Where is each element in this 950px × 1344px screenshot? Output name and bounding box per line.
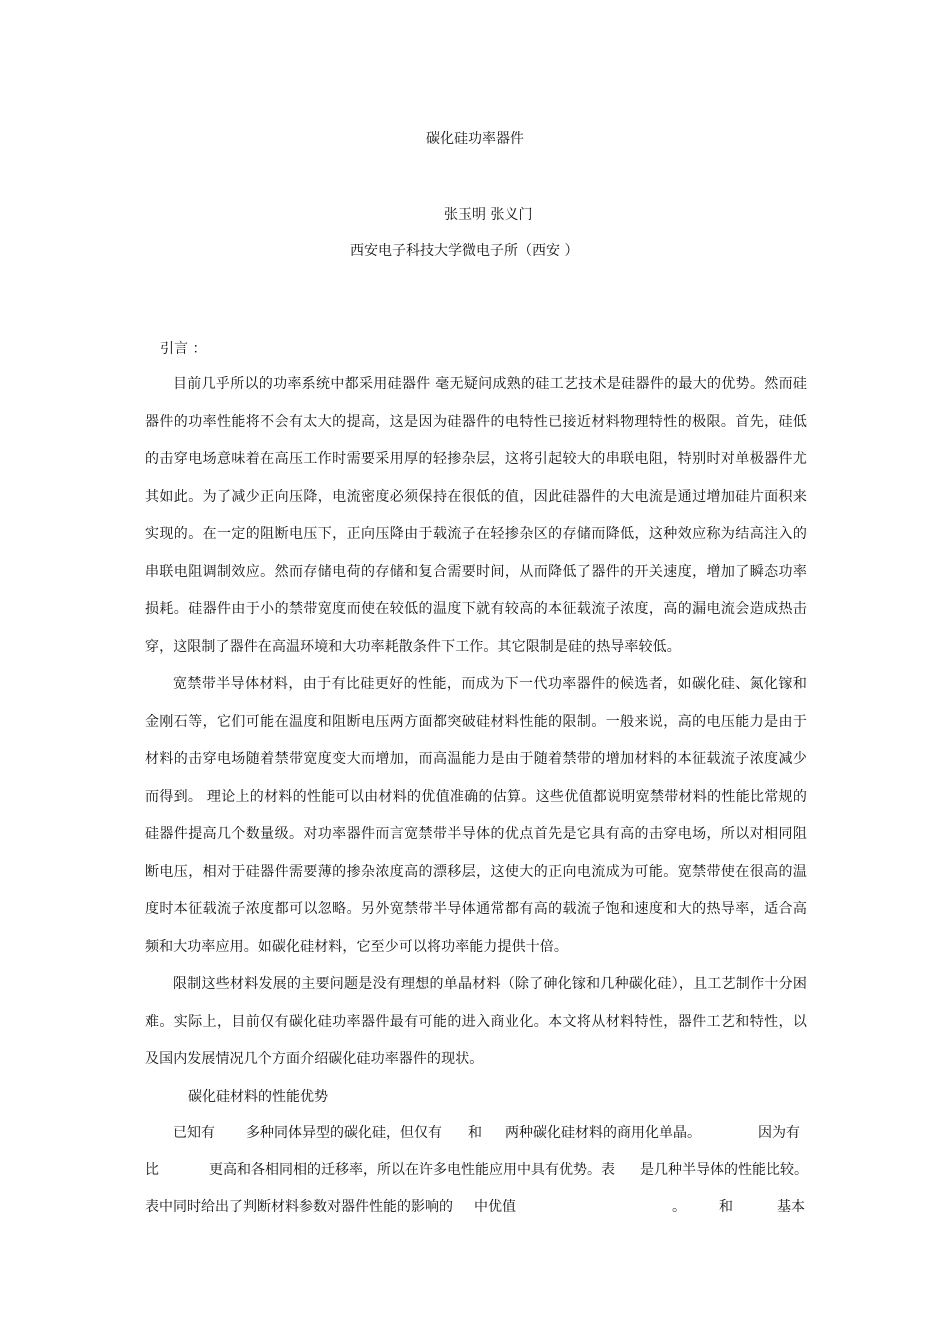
page-title: 碳化硅功率器件 bbox=[426, 131, 524, 147]
section-heading: 碳化硅材料的性能优势 bbox=[188, 1089, 328, 1105]
text-fragment: 比 bbox=[145, 1162, 159, 1178]
authors: 张玉明 张义门 bbox=[444, 207, 533, 223]
affiliation: 西安电子科技大学微电子所（西安 ） bbox=[350, 243, 579, 259]
text-fragment: 是几种半导体的性能比较。 bbox=[640, 1162, 808, 1178]
text-fragment: 表中同时给出了判断材料参数对器件性能的影响的 bbox=[145, 1199, 453, 1215]
text-fragment: 多种同体异型的碳化硅，但仅有 bbox=[246, 1125, 442, 1141]
text-fragment: 和 bbox=[719, 1199, 733, 1215]
text-fragment: 因为有 bbox=[758, 1125, 800, 1141]
paragraph-3: 限制这些材料发展的主要问题是没有理想的单晶材料（除了砷化镓和几种碳化硅），且工艺制作十分困难。实际上，目前仅有碳化硅功率器件最有可能的进入商业化。本文将从材料特性，器件工艺和特性，以及国内发展情况几个方面介绍碳化硅功率器件的现状。 bbox=[145, 976, 807, 1067]
text-fragment: 和 bbox=[468, 1125, 482, 1141]
text-fragment: 两种碳化硅材料的商用化单晶。 bbox=[505, 1125, 701, 1141]
intro-heading: 引言 ： bbox=[160, 341, 207, 357]
paragraph-1: 目前几乎所以的功率系统中都采用硅器件 毫无疑问成熟的硅工艺技术是硅器件的最大的优势。然而硅器件的功率性能将不会有太大的提高，这是因为硅器件的电特性已接近材料物理特性的极限。首先，硅低的击穿电场意味着在高压工作时需要采用厚的轻掺杂层，这将引起较大的串联电阻，特别时对单极器件尤其如此。为了减少正向压降，电流密度必须保持在很低的值，因此硅器件的大电流是通过增加硅片面积来实现的。在一定的阻断电压下，正向压降由于载流子在轻掺杂区的存储而降低，这种效应称为结高注入的串联电阻调制效应。然而存储电荷的存储和复合需要时间，从而降低了器件的开关速度，增加了瞬态功率损耗。硅器件由于小的禁带宽度而使在较低的温度下就有较高的本征载流子浓度，高的漏电流会造成热击穿，这限制了器件在高温环境和大功率耗散条件下工作。其它限制是硅的热导率较低。 bbox=[145, 376, 807, 655]
text-fragment: 已知有 bbox=[173, 1125, 215, 1141]
text-fragment: 。 bbox=[672, 1199, 686, 1215]
paragraph-2: 宽禁带半导体材料，由于有比硅更好的性能，而成为下一代功率器件的候选者，如碳化硅、氮化镓和金刚石等，它们可能在温度和阻断电压两方面都突破硅材料性能的限制。一般来说，高的电压能力是由于材料的击穿电场随着禁带宽度变大而增加，而高温能力是由于随着禁带的增加材料的本征载流子浓度减少而得到。 理论上的材料的性能可以由材料的优值准确的估算。这些优值都说明宽禁带材料的性能比常规的硅器件提高几个数量级。对功率器件而言宽禁带半导体的优点首先是它具有高的击穿电场，所以对相同阻断电压，相对于硅器件需要薄的掺杂浓度高的漂移层，这使大的正向电流成为可能。宽禁带使在很高的温度时本征载流子浓度都可以忽略。另外宽禁带半导体通常都有高的载流子饱和速度和大的热导率，适合高频和大功率应用。如碳化硅材料，它至少可以将功率能力提供十倍。 bbox=[145, 676, 807, 955]
text-fragment: 更高和各相同相的迁移率，所以在许多电性能应用中具有优势。表 bbox=[209, 1162, 615, 1178]
text-fragment: 中优值 bbox=[474, 1199, 516, 1215]
text-fragment: 基本 bbox=[777, 1199, 805, 1215]
